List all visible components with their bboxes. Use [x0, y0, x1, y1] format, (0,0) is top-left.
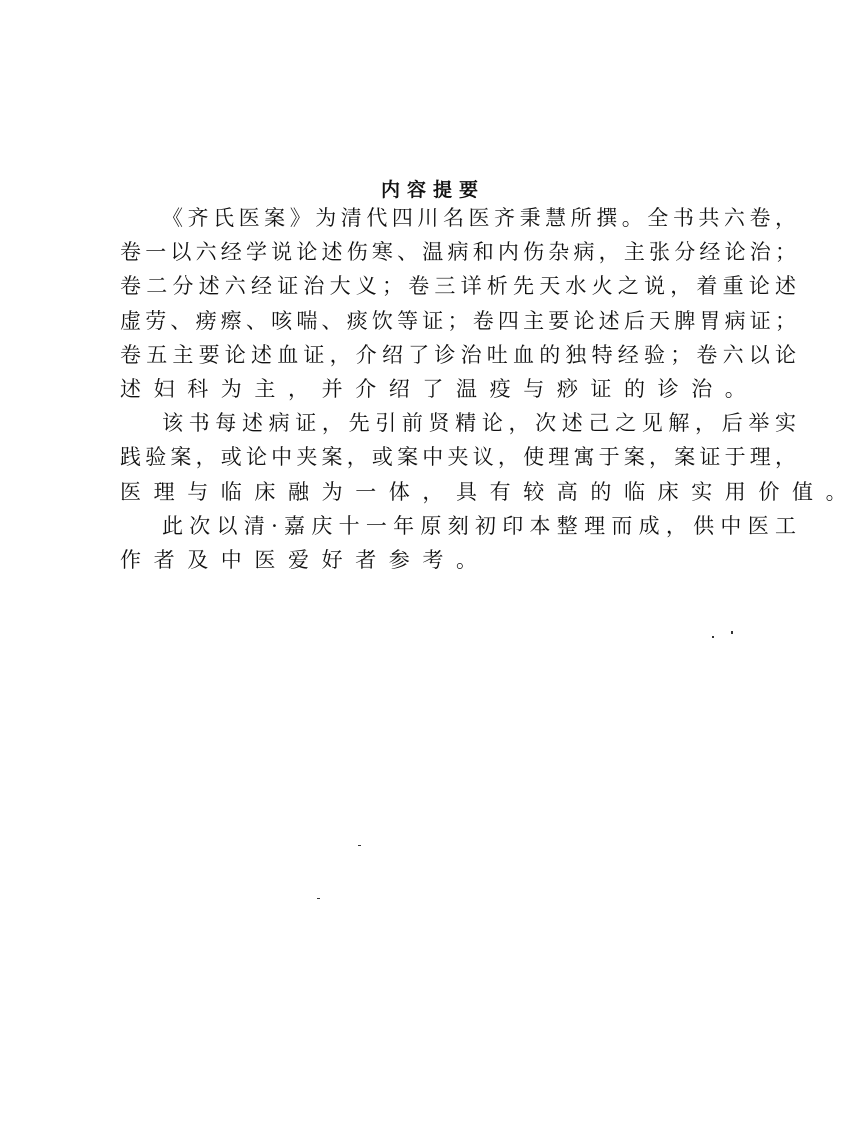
text-line: 践验案，或论中夹案，或案中夹议，使理寓于案，案证于理， — [120, 445, 796, 470]
scan-speck — [731, 631, 733, 634]
text-line: 卷五主要论述血证，介绍了诊治吐血的独特经验；卷六以论 — [120, 342, 796, 367]
text-line: 作者及中医爱好者参考。 — [120, 547, 490, 572]
text-line: 该书每述病证，先引前贤精论，次述己之见解，后举实 — [162, 411, 796, 436]
text-line: 卷一以六经学说论述伤寒、温病和内伤杂病，主张分经论治； — [120, 240, 796, 265]
text-line: 述妇科为主，并介绍了温疫与痧证的诊治。 — [120, 376, 759, 401]
text-line: 虚劳、痨瘵、咳喘、痰饮等证；卷四主要论述后天脾胃病证； — [120, 308, 796, 333]
text-line: 《齐氏医案》为清代四川名医齐秉慧所撰。全书共六卷， — [162, 206, 796, 230]
scan-speck — [712, 636, 714, 638]
scan-speck — [358, 845, 361, 846]
paragraph-1 — [120, 201, 796, 406]
scan-speck — [317, 898, 320, 899]
paragraph-2 — [120, 406, 860, 509]
summary-body — [120, 201, 860, 577]
paragraph-3 — [120, 509, 796, 577]
page-title: 内容提要 — [380, 179, 485, 201]
text-line: 此次以清·嘉庆十一年原刻初印本整理而成，供中医工 — [162, 513, 796, 538]
text-line: 医理与临床融为一体，具有较高的临床实用价值。 — [120, 479, 860, 504]
text-line: 卷二分述六经证治大义；卷三详析先天水火之说，着重论述 — [120, 274, 796, 299]
